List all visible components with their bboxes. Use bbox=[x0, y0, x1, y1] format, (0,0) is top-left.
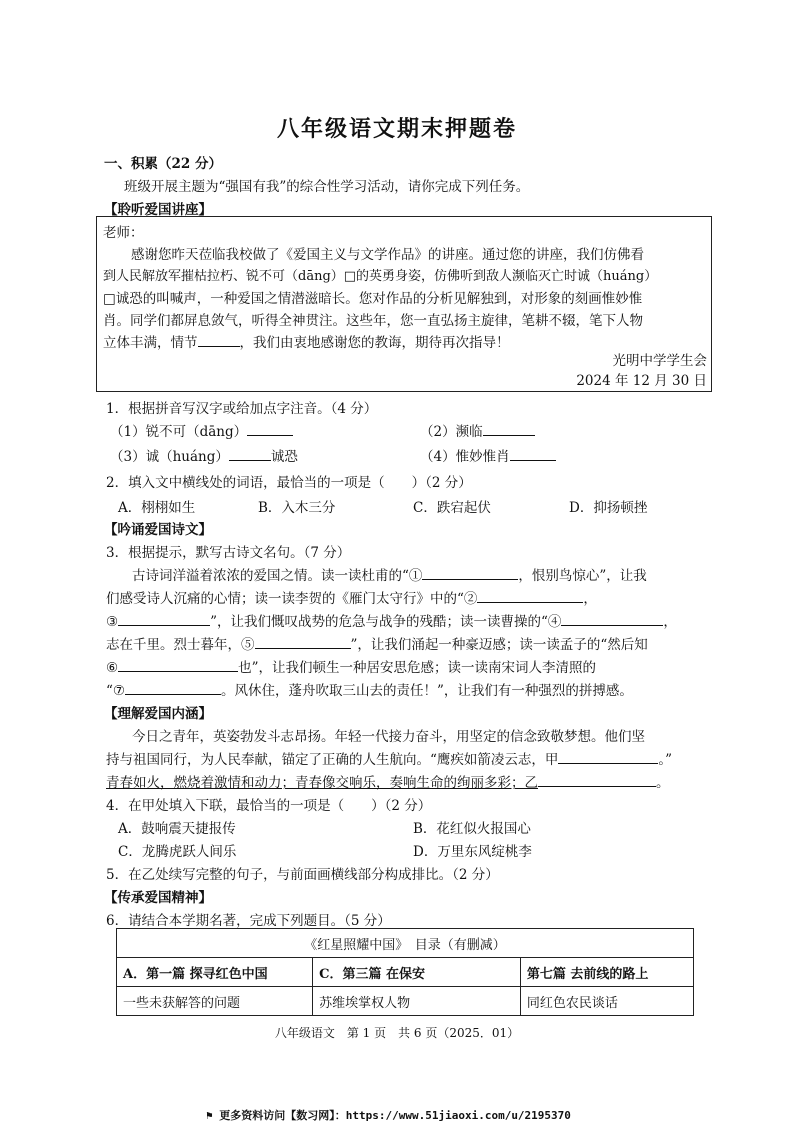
q3-line: ⑥ 也”，让我们顿生一种居安思危感；读一读南宋词人李清照的 bbox=[106, 656, 596, 676]
watermark-link[interactable]: ⚑ 更多资料访问【数习网】：https://www.51jiaoxi.com/u/2195370 bbox=[206, 1109, 571, 1122]
q3-line: ③ ”，让我们慨叹战势的危急与战争的残酷；读一读曹操的“④ ， bbox=[106, 610, 677, 630]
answer-blank[interactable] bbox=[483, 421, 535, 436]
q1-item-3: （3）诚（huáng） 诚恐 bbox=[110, 445, 298, 465]
option-d[interactable]: D．万里东风绽桃李 bbox=[413, 844, 532, 860]
page-footer: 八年级语文 第 1 页 共 6 页（2025．01） bbox=[274, 1026, 520, 1040]
answer-blank[interactable] bbox=[561, 611, 663, 626]
table-cell: 苏维埃掌权人物 bbox=[313, 987, 521, 1016]
question-1-stem: 1．根据拼音写汉字或给加点字注音。（4 分） bbox=[106, 401, 378, 417]
letter-line: 肖。同学们都屏息敛气，听得全神贯注。这些年，您一直弘扬主旋律，笔耕不辍，笔下人物 bbox=[103, 313, 643, 329]
thank-you-letter bbox=[96, 216, 712, 392]
letter-line: 立体丰满，情节 ，我们由衷地感谢您的教诲，期待再次指导！ bbox=[103, 331, 510, 351]
q3-line: 古诗词洋溢着浓浓的爱国之情。读一读杜甫的“① ，恨别鸟惊心”，让我 bbox=[132, 564, 647, 584]
section-intro: 班级开展主题为“强国有我”的综合性学习活动，请你完成下列任务。 bbox=[124, 179, 530, 195]
part-heading-meaning: 【理解爱国内涵】 bbox=[104, 706, 212, 722]
q1-item-4: （4）惟妙惟肖 bbox=[420, 445, 556, 465]
answer-blank[interactable] bbox=[255, 634, 351, 649]
answer-blank[interactable] bbox=[118, 657, 238, 672]
answer-blank[interactable] bbox=[247, 421, 293, 436]
part-heading-lecture: 【聆听爱国讲座】 bbox=[104, 202, 212, 218]
letter-salutation: 老师： bbox=[103, 225, 144, 241]
letter-date: 2024 年 12 月 30 日 bbox=[576, 373, 707, 389]
letter-line: 感谢您昨天莅临我校做了《爱国主义与文学作品》的讲座。通过您的讲座，我们仿佛看 bbox=[131, 247, 644, 263]
page-title: 八年级语文期末押题卷 bbox=[276, 116, 517, 142]
option-a[interactable]: A．栩栩如生 bbox=[118, 500, 196, 516]
table-cell: 同红色农民谈话 bbox=[520, 987, 693, 1016]
table-header: A．第一篇 探寻红色中国 bbox=[117, 958, 313, 987]
answer-blank[interactable] bbox=[125, 680, 221, 695]
part-heading-spirit: 【传承爱国精神】 bbox=[104, 890, 212, 906]
letter-line: □诚恐的叫喊声，一种爱国之情潜滋暗长。您对作品的分析见解独到，对形象的刻画惟妙惟 bbox=[103, 291, 643, 307]
passage-line: 持与祖国同行，为人民奉献，锚定了正确的人生航向。“鹰疾如箭凌云志，甲 。” bbox=[106, 748, 672, 768]
flag-icon: ⚑ bbox=[206, 1109, 213, 1122]
q3-line: 们感受诗人沉痛的心情；读一读李贺的《雁门太守行》中的“② ， bbox=[106, 587, 597, 607]
letter-line: 到人民解放军摧枯拉朽、锐不可（dāng）□的英勇身姿，仿佛听到敌人濒临灭亡时诚（huáng） bbox=[103, 269, 658, 284]
answer-blank[interactable] bbox=[118, 611, 210, 626]
answer-blank[interactable] bbox=[422, 565, 518, 580]
option-d[interactable]: D．抑扬顿挫 bbox=[569, 500, 648, 516]
q1-item-2: （2）濒临 bbox=[420, 420, 535, 440]
blank-line[interactable] bbox=[198, 332, 240, 347]
q3-line: 志在千里。烈士暮年，⑤ ”，让我们涌起一种豪迈感；读一读孟子的“然后知 bbox=[106, 633, 648, 653]
question-2-stem: 2．填入文中横线处的词语，最恰当的一项是（ ）（2 分） bbox=[106, 475, 472, 491]
question-3-stem: 3．根据提示，默写古诗文名句。（7 分） bbox=[106, 545, 351, 561]
answer-blank[interactable] bbox=[477, 588, 583, 603]
table-header: C．第三篇 在保安 bbox=[313, 958, 521, 987]
option-b[interactable]: B．花红似火报国心 bbox=[413, 821, 531, 837]
answer-blank[interactable] bbox=[510, 446, 556, 461]
table-cell: 一些未获解答的问题 bbox=[117, 987, 313, 1016]
letter-signature: 光明中学学生会 bbox=[612, 353, 707, 369]
part-heading-poetry: 【吟诵爱国诗文】 bbox=[104, 522, 212, 538]
table-of-contents bbox=[116, 928, 694, 1016]
blank-yi[interactable] bbox=[538, 772, 656, 787]
q3-line: “⑦ 。风休住，蓬舟吹取三山去的责任！”，让我们有一种强烈的拼搏感。 bbox=[106, 679, 633, 699]
option-c[interactable]: C．龙腾虎跃人间乐 bbox=[118, 844, 237, 860]
option-b[interactable]: B．入木三分 bbox=[258, 500, 336, 516]
option-a[interactable]: A．鼓响震天捷报传 bbox=[118, 821, 236, 837]
question-4-stem: 4．在甲处填入下联，最恰当的一项是（ ）（2 分） bbox=[106, 798, 432, 814]
passage-line: 青春如火，燃烧着激情和动力；青春像交响乐，奏响生命的绚丽多彩；乙 。 bbox=[106, 771, 670, 791]
table-header: 第七篇 去前线的路上 bbox=[520, 958, 693, 987]
q1-item-1: （1）锐不可（dāng） bbox=[110, 420, 293, 440]
question-6-stem: 6．请结合本学期名著，完成下列题目。（5 分） bbox=[106, 913, 391, 929]
question-5-stem: 5．在乙处续写完整的句子，与前面画横线部分构成排比。（2 分） bbox=[106, 867, 499, 883]
answer-blank[interactable] bbox=[229, 446, 271, 461]
table-caption: 《红星照耀中国》 目录（有删减） bbox=[117, 929, 694, 958]
section-heading: 一、积累（22 分） bbox=[104, 156, 222, 172]
passage-line: 今日之青年，英姿勃发斗志昂扬。年轻一代接力奋斗，用坚定的信念致敬梦想。他们坚 bbox=[132, 729, 645, 745]
blank-jia[interactable] bbox=[558, 749, 658, 764]
option-c[interactable]: C．跌宕起伏 bbox=[413, 500, 491, 516]
